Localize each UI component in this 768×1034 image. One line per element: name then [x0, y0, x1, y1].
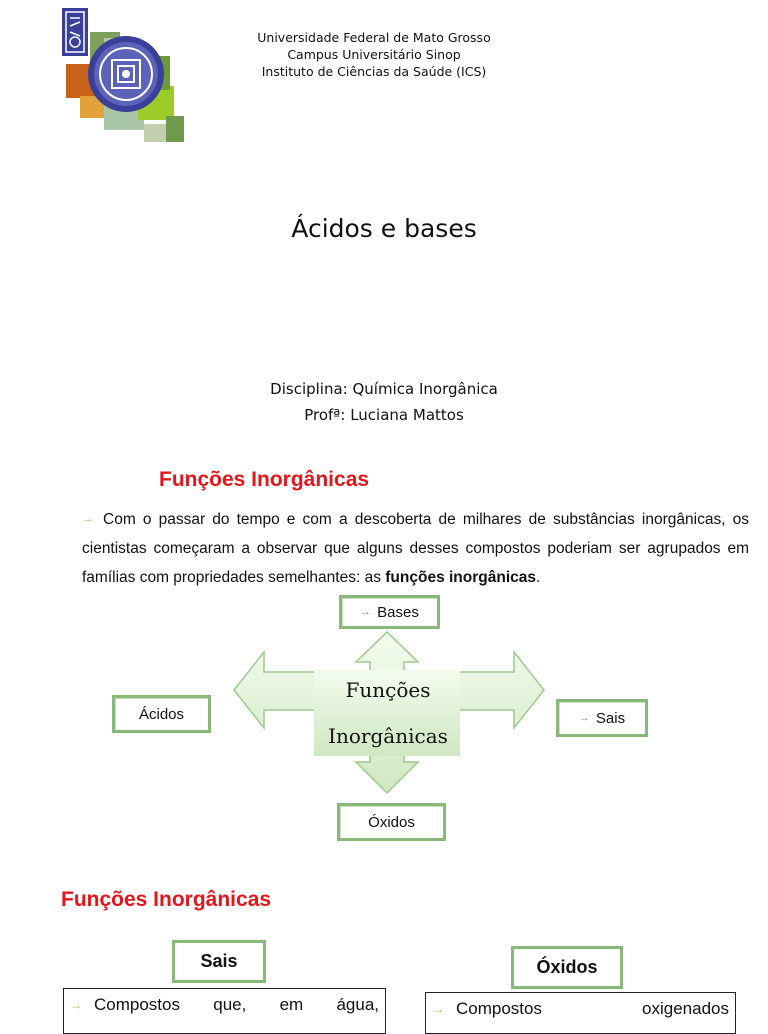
oxidos-card-body	[425, 992, 736, 1034]
arrow-icon: →	[578, 712, 590, 724]
word: água,	[336, 995, 379, 1014]
intro-text: Com o passar do tempo e com a descoberta de milhares de substâncias inorgânicas, os cientistas começaram a observar que alguns desses compostos poderiam ser agrupados em famílias com propriedades semelhantes: as	[82, 511, 749, 586]
sais-box	[556, 699, 648, 737]
professor-line: Profª: Luciana Mattos	[304, 406, 464, 424]
bullet-arrow-icon: →	[432, 1002, 444, 1016]
university-name: Universidade Federal de Mato Grosso	[257, 30, 491, 45]
arrow-icon: →	[360, 606, 372, 618]
oxidos-label: Óxidos	[368, 813, 415, 831]
word: Compostos	[94, 995, 180, 1014]
bullet-arrow-icon: →	[82, 513, 93, 525]
oxidos-card-text	[456, 993, 729, 1033]
sais-card-text	[94, 989, 379, 1033]
word: oxigenados	[642, 999, 729, 1018]
institution-header	[200, 29, 548, 80]
acidos-label: Ácidos	[138, 705, 185, 723]
course-info	[0, 376, 768, 428]
bases-box	[339, 595, 440, 629]
word: em	[279, 995, 304, 1014]
document-title: Ácidos e bases	[291, 214, 477, 243]
word: que,	[213, 995, 247, 1014]
discipline-line: Disciplina: Química Inorgânica	[270, 380, 498, 398]
university-logo	[60, 8, 186, 144]
acidos-box	[112, 695, 211, 733]
section-heading: Funções Inorgânicas	[61, 888, 272, 911]
oxidos-box	[337, 803, 446, 841]
intro-paragraph	[82, 505, 749, 592]
campus-name: Campus Universitário Sinop	[287, 47, 461, 62]
sais-card-body	[63, 988, 386, 1034]
word: Compostos	[456, 999, 542, 1018]
sais-label: Sais	[595, 709, 626, 727]
bases-label: Bases	[377, 603, 419, 621]
section-heading: Funções Inorgânicas	[159, 468, 370, 491]
intro-end: .	[536, 569, 541, 586]
functions-cross-arrow	[228, 630, 546, 795]
center-label-line2: Inorgânicas	[328, 724, 448, 748]
intro-bold-term: funções inorgânicas	[385, 569, 536, 586]
institute-name: Instituto de Ciências da Saúde (ICS)	[261, 64, 487, 79]
sais-card-title: Sais	[172, 940, 266, 983]
center-label-line1: Funções	[345, 678, 431, 702]
bullet-arrow-icon: →	[70, 998, 82, 1012]
oxidos-card-title: Óxidos	[511, 946, 623, 989]
